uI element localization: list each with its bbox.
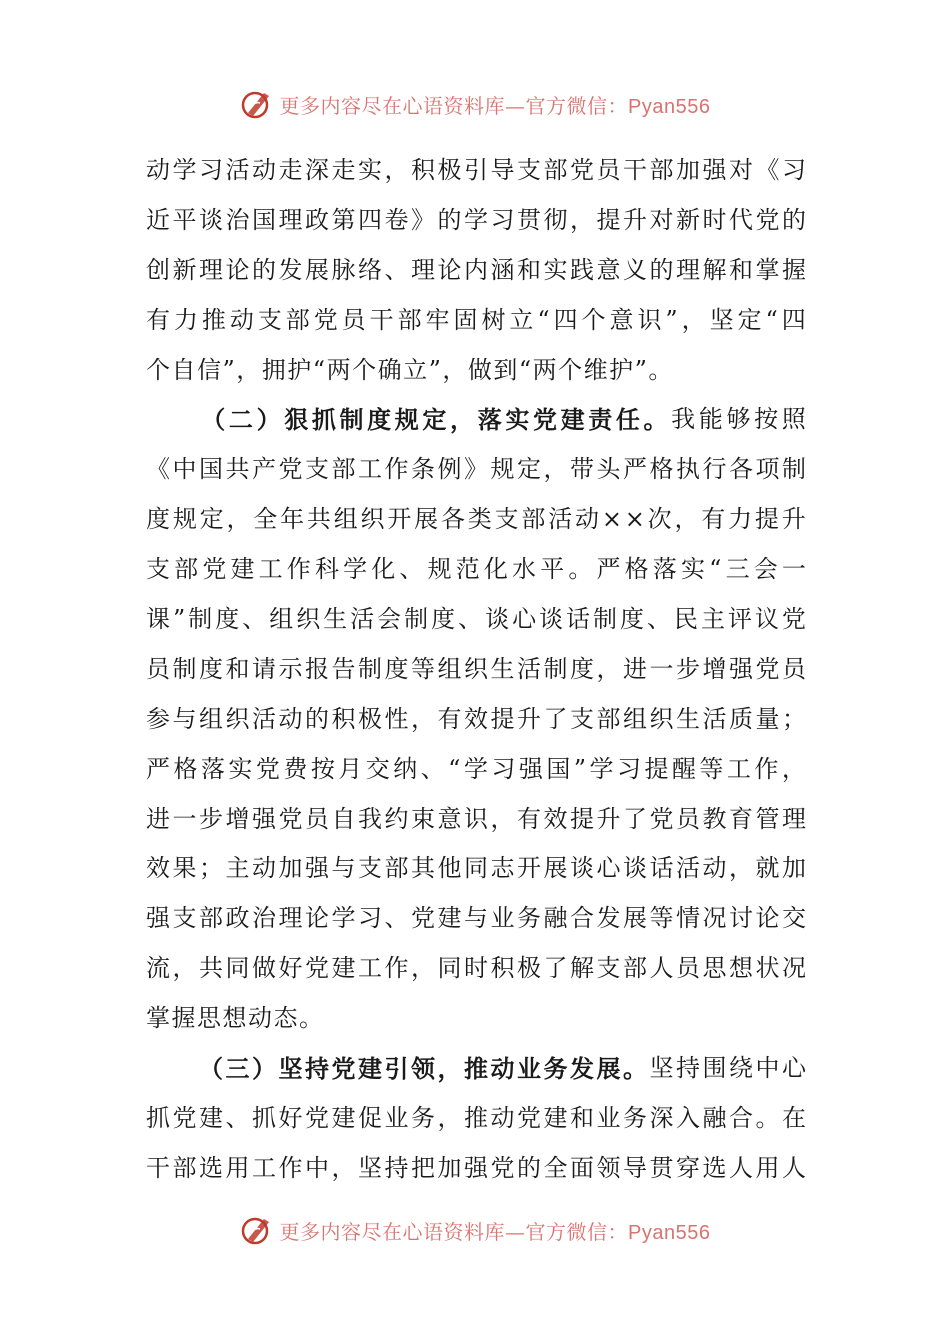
text-line: 动 学 习 活 动 走 深 走 实 ， 积 极 引 导 支 部 党 员 干 部 加 强 对 《 习 [146,156,806,184]
text-line: 抓 党 建 、 抓 好 党 建 促 业 务 ， 推 动 党 建 和 业 务 深 入 融 合 。 在 [146,1103,806,1132]
footer-banner [0,1210,950,1250]
text-line: 流 ， 共 同 做 好 党 建 工 作 ， 同 时 积 极 了 解 支 部 人 员 思 想 状 况 [146,954,806,983]
text-line: 度 规 定 ， 全 年 共 组 织 开 展 各 类 支 部 活 动 × × 次 ， 有 力 提 升 [146,505,806,534]
text-line: 创 新 理 论 的 发 展 脉 络 、 理 论 内 涵 和 实 践 意 义 的 理 解 和 掌 握 [146,255,806,284]
text-line: 支 部 党 建 工 作 科 学 化 、 规 范 化 水 平 。 严 格 落 实 “ 三 会 一 [146,555,806,584]
text-line: 个 自 信 ” ， 拥 护 “ 两 个 确 立 ” ， 做 到 “ 两 个 维 护 ” 。 [146,355,673,384]
footer-banner-text: 更多内容尽在心语资料库—官方微信：Pyan556 [279,1219,711,1244]
document-body [146,146,806,1194]
text-line: （ 二 ） 狠 抓 制 度 规 定 ， 落 实 党 建 责 任 。 我 能 够 按 照 [201,405,806,435]
text-line: 强 支 部 政 治 理 论 学 习 、 党 建 与 业 务 融 合 发 展 等 情 况 讨 论 交 [146,904,806,933]
text-line: 近 平 谈 治 国 理 政 第 四 卷 》 的 学 习 贯 彻 ， 提 升 对 新 时 代 党 的 [146,205,806,234]
text-line: （ 三 ） 坚 持 党 建 引 领 ， 推 动 业 务 发 展 。 坚 持 围 绕 中 心 [199,1054,806,1084]
text-line: 进 一 步 增 强 党 员 自 我 约 束 意 识 ， 有 效 提 升 了 党 员 教 育 管 理 [146,804,806,833]
header-banner [0,84,950,124]
header-banner-text: 更多内容尽在心语资料库—官方微信：Pyan556 [279,93,711,118]
text-line: 掌 握 思 想 动 态 。 [146,1004,323,1033]
text-line: 员 制 度 和 请 示 报 告 制 度 等 组 织 生 活 制 度 ， 进 一 步 增 强 党 员 [146,654,806,683]
text-line: 参 与 组 织 活 动 的 积 极 性 ， 有 效 提 升 了 支 部 组 织 生 活 质 量 ； [146,704,806,733]
text-line: 干 部 选 用 工 作 中 ， 坚 持 把 加 强 党 的 全 面 领 导 贯 穿 选 人 用 人 [146,1153,806,1182]
text-line: 有 力 推 动 支 部 党 员 干 部 牢 固 树 立 “ 四 个 意 识 ” ， 坚 定 “ 四 [146,305,806,334]
text-line: 《 中 国 共 产 党 支 部 工 作 条 例 》 规 定 ， 带 头 严 格 执 行 各 项 制 [146,455,806,484]
text-line: 严 格 落 实 党 费 按 月 交 纳 、 “ 学 习 强 国 ” 学 习 提 醒 等 工 作 ， [146,754,806,783]
pen-circle-logo-icon [240,87,274,121]
text-line: 效 果 ； 主 动 加 强 与 支 部 其 他 同 志 开 展 谈 心 谈 话 活 动 ， 就 加 [146,854,806,883]
text-line: 课 ” 制 度 、 组 织 生 活 会 制 度 、 谈 心 谈 话 制 度 、 民 主 评 议 党 [146,605,806,634]
pen-circle-logo-icon [240,1213,274,1247]
